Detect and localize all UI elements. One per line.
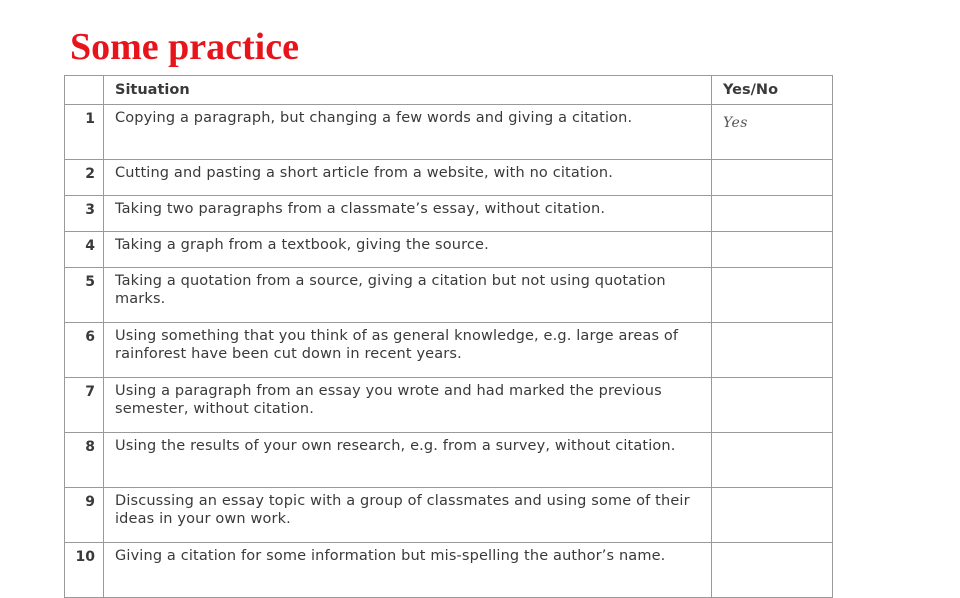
row-situation: Discussing an essay topic with a group of classmates and using some of their ideas in your own work. [104,488,712,543]
table-header-row [65,76,833,105]
header-number [65,76,104,105]
row-answer-cell[interactable] [712,488,833,543]
row-number: 10 [65,543,104,598]
row-number: 5 [65,268,104,323]
row-number: 1 [65,105,104,160]
table-row [65,196,833,232]
header-yes-no: Yes/No [712,76,833,105]
row-answer-cell[interactable] [712,196,833,232]
table-row [65,488,833,543]
row-number: 9 [65,488,104,543]
table-row [65,160,833,196]
row-answer-cell[interactable] [712,543,833,598]
row-answer-cell[interactable] [712,105,833,160]
row-situation: Copying a paragraph, but changing a few words and giving a citation. [104,105,712,160]
row-situation: Taking a graph from a textbook, giving the source. [104,232,712,268]
table-row [65,378,833,433]
table-row [65,543,833,598]
table-row [65,323,833,378]
table-row [65,232,833,268]
row-situation: Using a paragraph from an essay you wrote and had marked the previous semester, without citation. [104,378,712,433]
row-answer-cell[interactable] [712,433,833,488]
row-number: 8 [65,433,104,488]
row-number: 7 [65,378,104,433]
table-row [65,433,833,488]
row-situation: Taking two paragraphs from a classmate’s essay, without citation. [104,196,712,232]
row-number: 6 [65,323,104,378]
row-situation: Using something that you think of as general knowledge, e.g. large areas of rainforest have been cut down in recent years. [104,323,712,378]
row-answer-cell[interactable] [712,268,833,323]
row-number: 4 [65,232,104,268]
table-row [65,268,833,323]
row-situation: Using the results of your own research, e.g. from a survey, without citation. [104,433,712,488]
slide-title: Some practice [70,26,299,68]
row-situation: Taking a quotation from a source, giving a citation but not using quotation marks. [104,268,712,323]
row-answer-cell[interactable] [712,160,833,196]
row-number: 2 [65,160,104,196]
row-number: 3 [65,196,104,232]
row-answer-cell[interactable] [712,232,833,268]
row-answer-cell[interactable] [712,378,833,433]
table-row [65,105,833,160]
row-situation: Giving a citation for some information but mis-spelling the author’s name. [104,543,712,598]
practice-table [64,75,833,598]
row-answer: Yes [723,115,748,131]
header-situation: Situation [104,76,712,105]
row-answer-cell[interactable] [712,323,833,378]
row-situation: Cutting and pasting a short article from a website, with no citation. [104,160,712,196]
